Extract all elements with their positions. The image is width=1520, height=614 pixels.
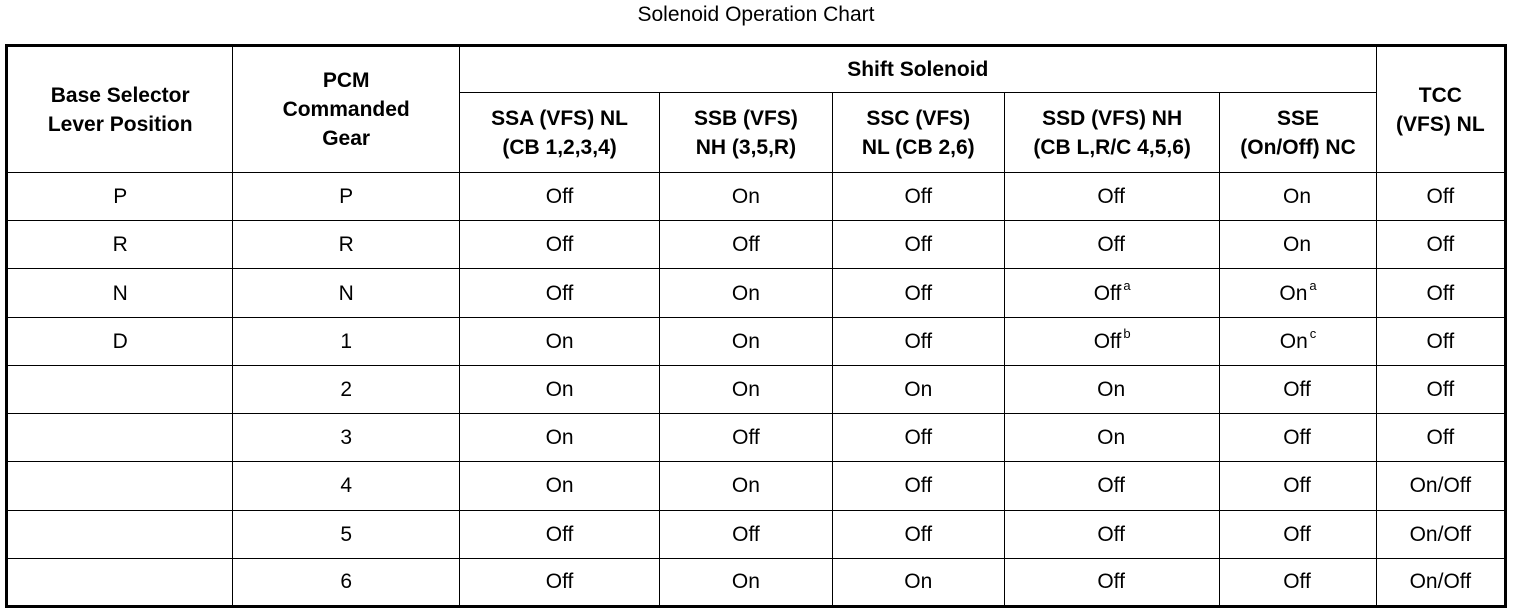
cell-ssa: Off [459, 221, 659, 269]
cell-selector [7, 414, 233, 462]
cell-gear: R [233, 221, 459, 269]
header-commanded-gear: PCM Commanded Gear [233, 46, 459, 173]
cell-ssc: On [832, 365, 1004, 413]
cell-ssa: Off [459, 510, 659, 558]
cell-ssb: On [660, 462, 832, 510]
table-row [7, 269, 1506, 317]
table-row [7, 510, 1506, 558]
cell-sse: Off [1220, 414, 1376, 462]
footnote-marker: a [1309, 277, 1317, 293]
cell-ssc: Off [832, 462, 1004, 510]
cell-ssb: On [660, 269, 832, 317]
cell-ssd: Off [1004, 510, 1219, 558]
cell-tcc: On/Off [1376, 510, 1505, 558]
cell-selector [7, 510, 233, 558]
footnote-marker: b [1123, 325, 1131, 341]
cell-ssb: On [660, 558, 832, 606]
cell-ssd: Off $^a$ [1004, 269, 1219, 317]
table-row [7, 221, 1506, 269]
cell-gear: 1 [233, 317, 459, 365]
header-shift-solenoid: Shift Solenoid [459, 46, 1376, 93]
cell-gear: N [233, 269, 459, 317]
cell-tcc: Off [1376, 221, 1505, 269]
cell-ssa: Off [459, 269, 659, 317]
cell-ssb: On [660, 317, 832, 365]
cell-selector [7, 365, 233, 413]
cell-tcc: Off [1376, 269, 1505, 317]
header-ssb: SSB (VFS) NH (3,5,R) [660, 93, 832, 173]
cell-ssb: Off [660, 510, 832, 558]
cell-ssd: Off [1004, 558, 1219, 606]
cell-tcc: On/Off [1376, 462, 1505, 510]
cell-ssc: Off [832, 414, 1004, 462]
cell-ssa: On [459, 365, 659, 413]
cell-gear: 3 [233, 414, 459, 462]
cell-tcc: On/Off [1376, 558, 1505, 606]
cell-ssb: Off [660, 414, 832, 462]
header-ssd: SSD (VFS) NH (CB L,R/C 4,5,6) [1004, 93, 1219, 173]
cell-ssa: Off [459, 558, 659, 606]
table-row [7, 462, 1506, 510]
cell-ssc: Off [832, 317, 1004, 365]
solenoid-operation-table [5, 44, 1507, 608]
cell-gear: P [233, 173, 459, 221]
cell-sse: Off [1220, 558, 1376, 606]
cell-sse: Off [1220, 510, 1376, 558]
cell-selector [7, 558, 233, 606]
cell-selector: N [7, 269, 233, 317]
table-row [7, 414, 1506, 462]
cell-gear: 6 [233, 558, 459, 606]
cell-tcc: Off [1376, 365, 1505, 413]
cell-ssa: On [459, 462, 659, 510]
cell-ssc: Off [832, 173, 1004, 221]
table-row [7, 317, 1506, 365]
cell-ssb: On [660, 365, 832, 413]
cell-ssc: Off [832, 510, 1004, 558]
cell-selector: D [7, 317, 233, 365]
cell-ssb: Off [660, 221, 832, 269]
cell-ssa: On [459, 317, 659, 365]
footnote-marker: a [1123, 277, 1131, 293]
cell-gear: 4 [233, 462, 459, 510]
footnote-marker: c [1309, 325, 1317, 341]
cell-gear: 2 [233, 365, 459, 413]
cell-ssc: Off [832, 269, 1004, 317]
cell-ssa: Off [459, 173, 659, 221]
table-row [7, 558, 1506, 606]
cell-selector: P [7, 173, 233, 221]
cell-ssd: Off [1004, 221, 1219, 269]
cell-selector: R [7, 221, 233, 269]
cell-sse: On [1220, 221, 1376, 269]
cell-sse: Off [1220, 365, 1376, 413]
cell-sse: Off [1220, 462, 1376, 510]
header-selector-position: Base Selector Lever Position [7, 46, 233, 173]
header-row-group [7, 46, 1506, 93]
header-ssc: SSC (VFS) NL (CB 2,6) [832, 93, 1004, 173]
table-row [7, 365, 1506, 413]
cell-ssd: Off [1004, 173, 1219, 221]
cell-tcc: Off [1376, 317, 1505, 365]
cell-ssc: On [832, 558, 1004, 606]
cell-selector [7, 462, 233, 510]
header-sse: SSE (On/Off) NC [1220, 93, 1376, 173]
cell-ssd: On [1004, 365, 1219, 413]
cell-tcc: Off [1376, 414, 1505, 462]
cell-ssb: On [660, 173, 832, 221]
table-row [7, 173, 1506, 221]
cell-ssd: On [1004, 414, 1219, 462]
header-tcc: TCC (VFS) NL [1376, 46, 1505, 173]
cell-gear: 5 [233, 510, 459, 558]
cell-sse: On [1220, 173, 1376, 221]
cell-ssc: Off [832, 221, 1004, 269]
cell-sse: On $^c$ [1220, 317, 1376, 365]
cell-ssa: On [459, 414, 659, 462]
chart-title: Solenoid Operation Chart [637, 3, 875, 26]
cell-ssd: Off [1004, 462, 1219, 510]
cell-ssd: Off $^b$ [1004, 317, 1219, 365]
cell-sse: On $^a$ [1220, 269, 1376, 317]
header-ssa: SSA (VFS) NL (CB 1,2,3,4) [459, 93, 659, 173]
cell-tcc: Off [1376, 173, 1505, 221]
